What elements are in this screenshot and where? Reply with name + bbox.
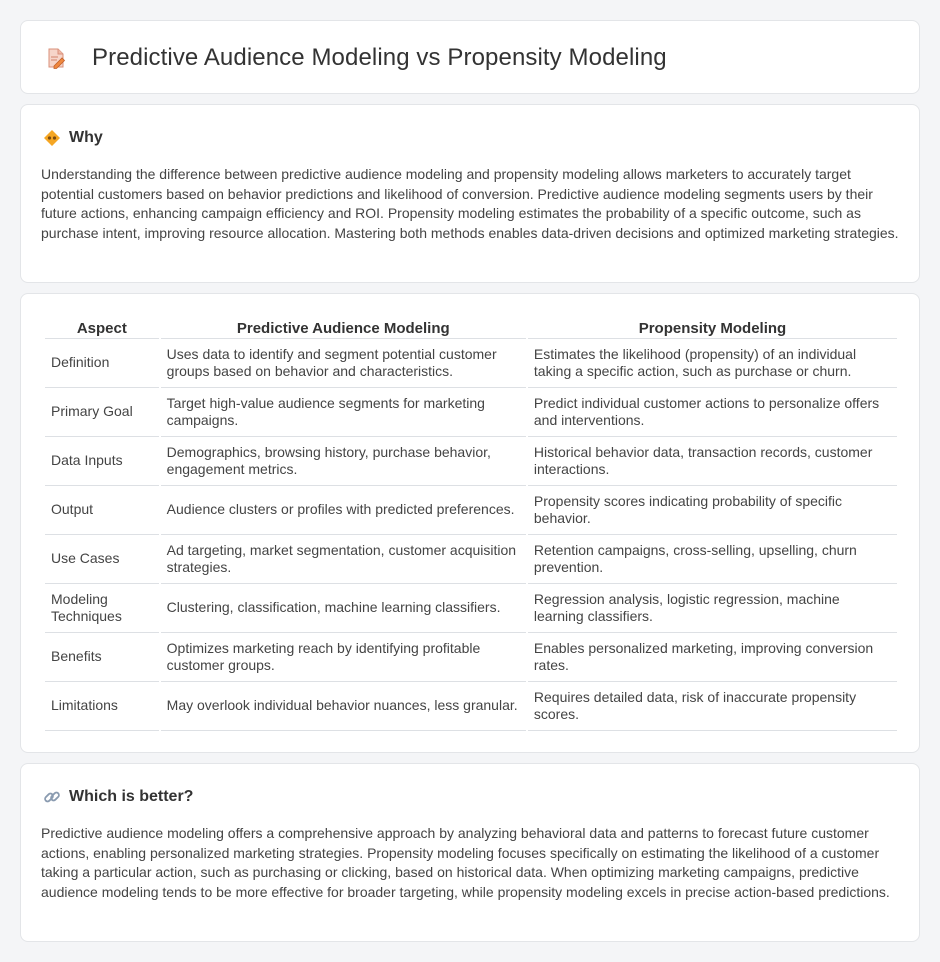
better-header (43, 787, 193, 807)
which-is-better-section (20, 763, 920, 942)
predictive-cell: May overlook individual behavior nuances, less granular. (161, 682, 526, 731)
link-icon (43, 788, 61, 806)
propensity-cell: Retention campaigns, cross-selling, upselling, churn prevention. (528, 535, 897, 584)
propensity-cell: Propensity scores indicating probability of specific behavior. (528, 486, 897, 535)
aspect-cell: Definition (45, 339, 159, 388)
aspect-cell: Limitations (45, 682, 159, 731)
predictive-cell: Demographics, browsing history, purchase behavior, engagement metrics. (161, 437, 526, 486)
header-propensity: Propensity Modeling (528, 313, 897, 339)
document-pencil-icon (45, 47, 67, 69)
better-heading: Which is better? (69, 788, 194, 805)
title-card (20, 20, 920, 94)
propensity-cell: Predict individual customer actions to personalize offers and interventions. (528, 388, 897, 437)
why-section (20, 104, 920, 283)
why-text: Understanding the difference between predictive audience modeling and propensity modeling allows marketers to accurately target potential customers based on behavior predictions and likelihood of conversion. Predictive audience modeling segments users by their future actions, enhancing campaign efficiency and ROI. Propensity modeling estimates the probability of a specific outcome, such as purchase intent, improving resource allocation. Mastering both methods enables data-driven decisions and optimized marketing strategies. (41, 166, 899, 241)
propensity-cell: Enables personalized marketing, improving conversion rates. (528, 633, 897, 682)
aspect-cell: Modeling Techniques (45, 584, 159, 633)
table-row (45, 633, 897, 682)
propensity-cell: Historical behavior data, transaction records, customer interactions. (528, 437, 897, 486)
aspect-cell: Benefits (45, 633, 159, 682)
predictive-cell: Target high-value audience segments for marketing campaigns. (161, 388, 526, 437)
predictive-cell: Optimizes marketing reach by identifying profitable customer groups. (161, 633, 526, 682)
comparison-table-card (20, 293, 920, 753)
table-row (45, 437, 897, 486)
propensity-cell: Requires detailed data, risk of inaccurate propensity scores. (528, 682, 897, 731)
propensity-cell: Estimates the likelihood (propensity) of an individual taking a specific action, such as purchase or churn. (528, 339, 897, 388)
table-row (45, 584, 897, 633)
aspect-cell: Data Inputs (45, 437, 159, 486)
table-row (45, 486, 897, 535)
diamond-warning-icon (43, 129, 61, 147)
predictive-cell: Uses data to identify and segment potential customer groups based on behavior and characteristics. (161, 339, 526, 388)
better-text: Predictive audience modeling offers a comprehensive approach by analyzing behavioral data and patterns to forecast future customer actions, enabling personalized marketing strategies. Propensity modeling focuses specifically on estimating the likelihood of a customer taking a particular action, such as purchasing or clicking, based on historical data. When optimizing marketing campaigns, predictive audience modeling tends to be more effective for broader targeting, while propensity modeling excels in precise action-based predictions. (41, 825, 890, 900)
why-heading: Why (69, 129, 103, 146)
table-row (45, 339, 897, 388)
page-title: Predictive Audience Modeling vs Propensity Modeling (92, 44, 667, 71)
aspect-cell: Use Cases (45, 535, 159, 584)
predictive-cell: Clustering, classification, machine learning classifiers. (161, 584, 526, 633)
why-header (43, 128, 103, 148)
table-row (45, 388, 897, 437)
header-predictive: Predictive Audience Modeling (161, 313, 526, 339)
table-header-row (45, 313, 897, 339)
header-aspect: Aspect (45, 313, 159, 339)
predictive-cell: Ad targeting, market segmentation, customer acquisition strategies. (161, 535, 526, 584)
table-row (45, 682, 897, 731)
aspect-cell: Primary Goal (45, 388, 159, 437)
predictive-cell: Audience clusters or profiles with predicted preferences. (161, 486, 526, 535)
aspect-cell: Output (45, 486, 159, 535)
comparison-table (43, 313, 899, 731)
table-row (45, 535, 897, 584)
propensity-cell: Regression analysis, logistic regression, machine learning classifiers. (528, 584, 897, 633)
